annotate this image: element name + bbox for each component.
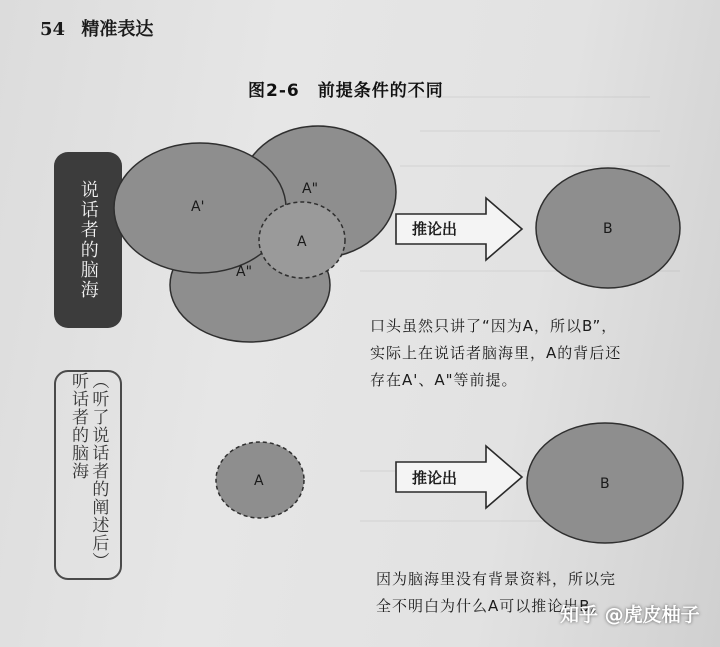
label-a-double-prime-top: A" <box>302 181 319 197</box>
speaker-label: 说话者的脑海 <box>77 180 99 300</box>
page-number: 54 <box>40 19 66 40</box>
speaker-caption-line: 存在A'、A"等前提。 <box>370 371 518 389</box>
book-title: 精准表达 <box>81 19 154 40</box>
speaker-caption <box>370 313 621 394</box>
listener-label-a: A <box>254 473 264 489</box>
speaker-caption-line: 实际上在说话者脑海里，A的背后还 <box>370 344 622 362</box>
listener-label: （听了说话者的阐述后）听话者的脑海 <box>68 372 109 570</box>
figure-title: 图2-6 前提条件的不同 <box>248 81 444 101</box>
speaker-result-label: B <box>603 221 613 237</box>
speaker-arrow-label: 推论出 <box>412 220 458 238</box>
listener-result-label: B <box>600 476 610 492</box>
label-a-center: A <box>297 234 307 250</box>
label-a-double-prime-bottom: A" <box>236 264 253 280</box>
speaker-caption-line: 口头虽然只讲了“因为A，所以B”， <box>370 317 618 335</box>
label-a-prime: A' <box>191 199 205 215</box>
listener-caption-line: 全不明白为什么A可以推论出B。 <box>376 597 607 615</box>
watermark: 知乎 @虎皮柚子 <box>560 604 700 626</box>
listener-arrow-label: 推论出 <box>412 469 458 487</box>
listener-caption-line: 因为脑海里没有背景资料，所以完 <box>376 570 617 588</box>
